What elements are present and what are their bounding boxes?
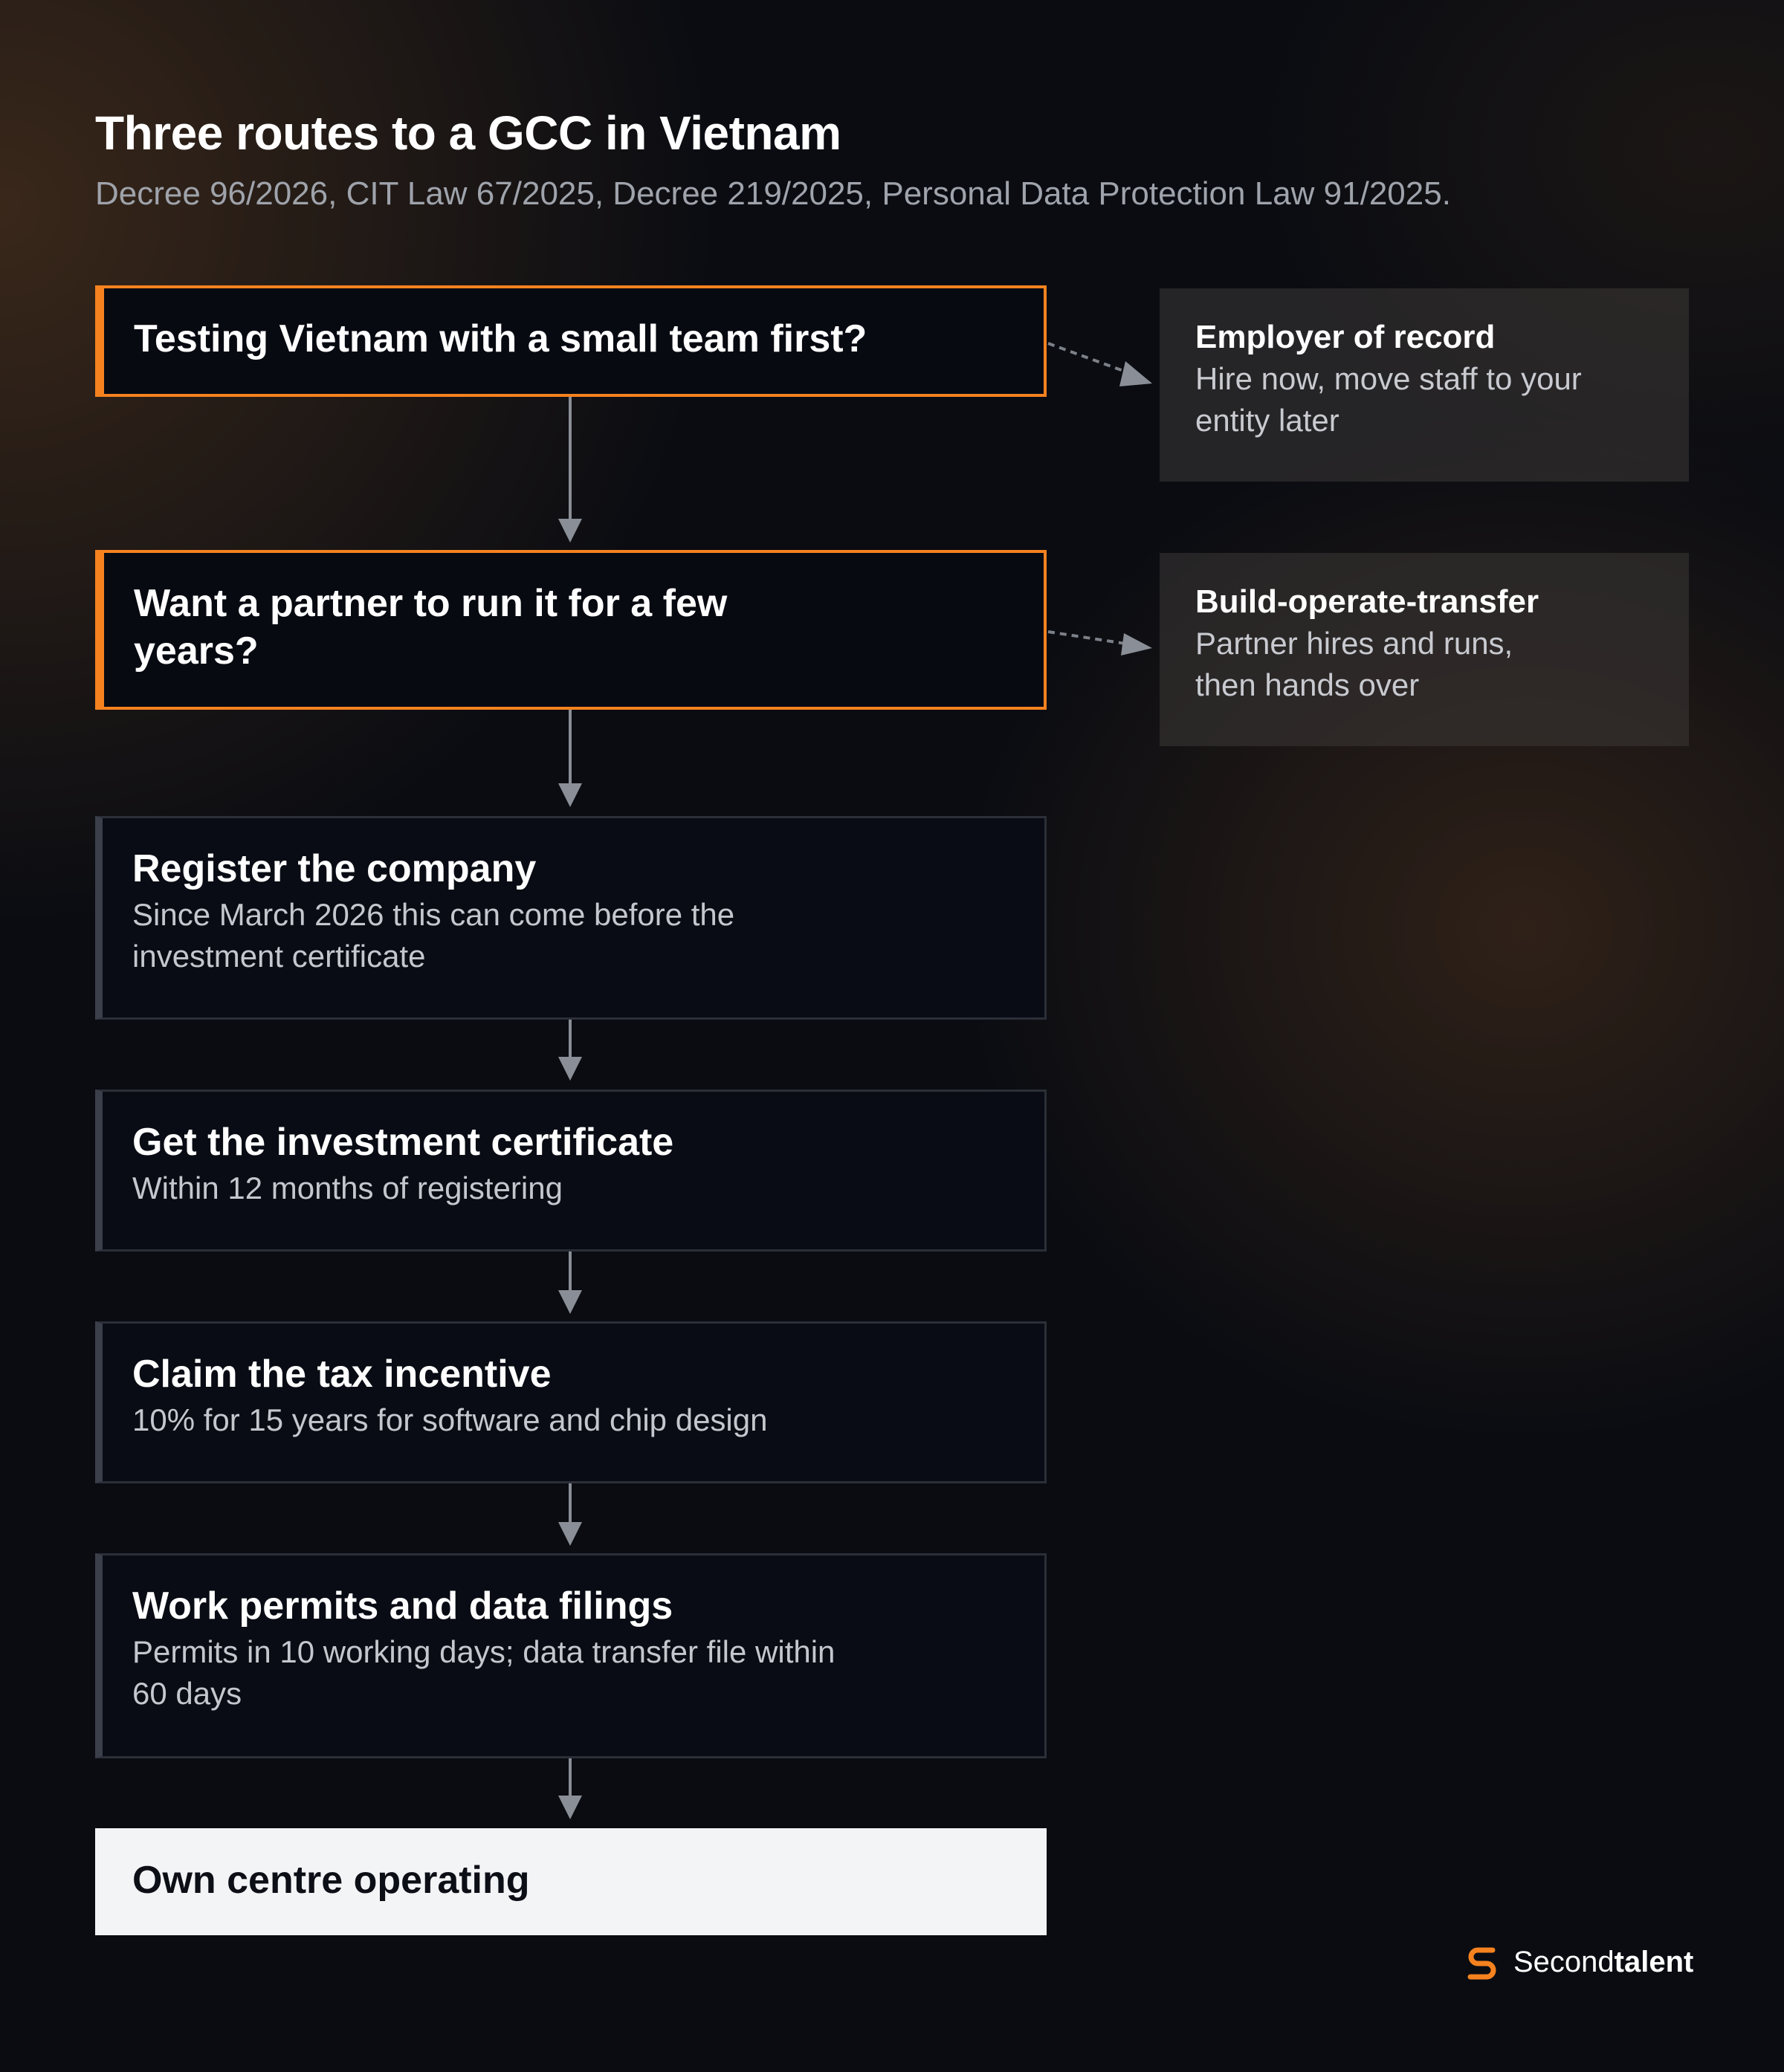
logo-wordmark-regular: Second [1513, 1945, 1615, 1978]
arrowhead-step5-to-step6 [558, 1522, 582, 1546]
step-investment-certificate-detail: Within 12 months of registering [132, 1171, 563, 1205]
decision-partner-label: Want a partner to run it for a few years? [134, 582, 728, 673]
step-work-permits [95, 1553, 1047, 1758]
final-own-centre [95, 1828, 1047, 1935]
decision-small-team-label: Testing Vietnam with a small team first? [134, 317, 867, 360]
arrowhead-step3-to-step4 [558, 1057, 582, 1081]
step-register-company-detail: Since March 2026 this can come before the investment certificate [132, 897, 735, 974]
route-build-operate-transfer-detail: Partner hires and runs, then hands over [1195, 626, 1513, 702]
arrowhead-step2-to-step3 [558, 783, 582, 807]
diagram-title: Three routes to a GCC in Vietnam [95, 106, 841, 160]
arrowhead-step4-to-step5 [558, 1290, 582, 1314]
arrow-to-employer-of-record [1048, 343, 1125, 372]
step-work-permits-title: Work permits and data filings [132, 1584, 673, 1628]
step-investment-certificate-title: Get the investment certificate [132, 1121, 674, 1164]
arrowhead-step1-to-step2 [558, 519, 582, 543]
secondtalent-logo [1463, 1943, 1693, 1981]
step-investment-certificate [95, 1090, 1047, 1252]
decision-partner [95, 550, 1047, 710]
final-own-centre-label: Own centre operating [132, 1859, 530, 1902]
secondtalent-s-icon [1463, 1943, 1502, 1981]
route-employer-of-record [1160, 288, 1689, 482]
arrow-to-build-operate-transfer [1048, 632, 1125, 644]
diagram-subtitle: Decree 96/2026, CIT Law 67/2025, Decree 219/2025, Personal Data Protection Law 91/2025. [95, 175, 1451, 212]
logo-wordmark [1513, 1946, 1693, 1979]
step-tax-incentive-title: Claim the tax incentive [132, 1353, 552, 1396]
route-build-operate-transfer [1160, 553, 1689, 746]
logo-wordmark-bold: talent [1614, 1945, 1694, 1978]
route-employer-of-record-title: Employer of record [1195, 319, 1496, 355]
route-employer-of-record-detail: Hire now, move staff to your entity later [1195, 361, 1582, 438]
arrowhead-step6-to-step7 [558, 1796, 582, 1819]
step-work-permits-detail: Permits in 10 working days; data transfer file within 60 days [132, 1634, 836, 1711]
step-tax-incentive-detail: 10% for 15 years for software and chip design [132, 1402, 768, 1437]
decision-small-team [95, 285, 1047, 397]
step-register-company-title: Register the company [132, 847, 537, 890]
step-register-company [95, 816, 1047, 1020]
route-build-operate-transfer-title: Build-operate-transfer [1195, 583, 1539, 620]
arrowhead-to-employer-of-record [1119, 361, 1152, 386]
arrowhead-to-build-operate-transfer [1121, 633, 1152, 655]
step-tax-incentive [95, 1321, 1047, 1483]
